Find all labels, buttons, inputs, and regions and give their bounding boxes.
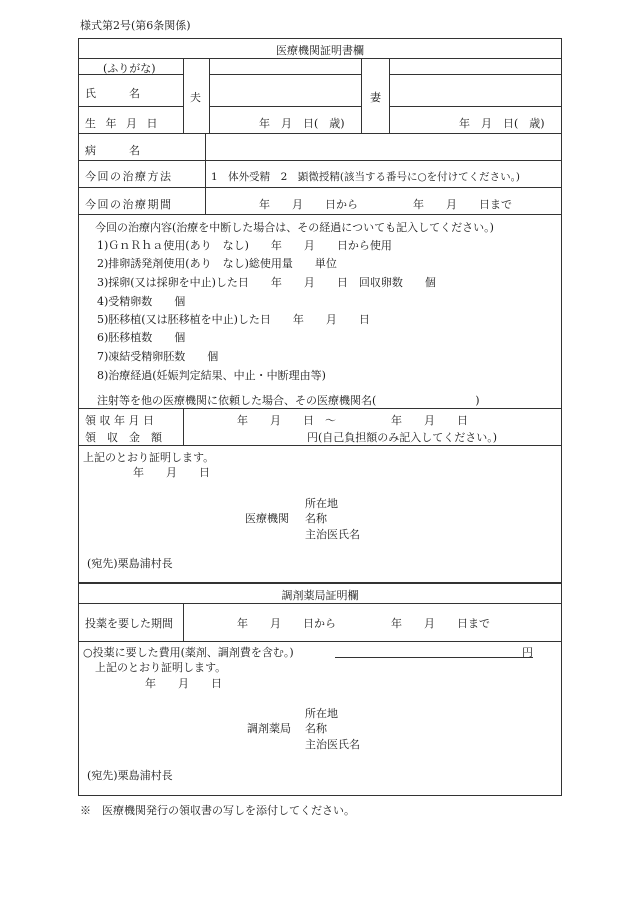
receipt-date-label: 領 収 年 月 日 [85,414,154,427]
institution-label: 医療機関 [245,512,289,525]
pharmacy-addressee: (宛先)栗島浦村長 [87,769,173,782]
medication-cost-label: ○投薬に要した費用(薬剤、調剤費を含む。) [83,646,294,659]
receipt-date-value: 年 月 日 ～ 年 月 日 [237,414,468,427]
treatment-content-heading: 今回の治療内容(治療を中断した場合は、その経過についても記入してください。) [95,221,494,234]
wife-birth-date: 年 月 日( 歳) [459,117,545,130]
husband-label: 夫 [190,91,201,104]
pharmacy-certify-text: 上記のとおり証明します。 [95,661,227,674]
medication-cost-amount [335,644,533,658]
name-label: 氏 名 [85,87,140,100]
medical-section-title: 医療機関証明書欄 [276,44,364,57]
pharmacy-address-label: 所在地 [305,707,338,720]
medical-certify-date: 年 月 日 [133,466,210,479]
footnote: ※ 医療機関発行の領収書の写しを添付してください。 [80,804,355,817]
medication-period-label: 投薬を要した期間 [85,617,173,630]
treatment-item: 7)凍結受精卵胚数 個 [97,350,219,363]
disease-label: 病 名 [85,144,140,157]
treatment-period-label: 今回の治療期間 [85,198,173,211]
form-number: 様式第2号(第6条関係) [80,19,191,32]
treatment-method-label: 今回の治療方法 [85,170,173,183]
medical-certificate-table [78,38,562,583]
pharmacy-name-label: 名称 [305,722,327,735]
treatment-item: 1)ＧｎＲｈａ使用(あり なし) 年 月 日から使用 [97,239,392,252]
injection-note: 注射等を他の医療機関に依頼した場合、その医療機関名( ) [97,394,480,407]
treatment-period-value: 年 月 日から 年 月 日まで [259,198,512,211]
treatment-item: 6)胚移植数 個 [97,331,186,344]
institution-name-label: 名称 [305,512,327,525]
medical-certify-text: 上記のとおり証明します。 [83,451,215,464]
furigana-label: (ふりがな) [103,62,156,75]
address-label: 所在地 [305,497,338,510]
treatment-item: 8)治療経過(妊娠判定結果、中止・中断理由等) [97,369,326,382]
medical-addressee: (宛先)栗島浦村長 [87,557,173,570]
husband-birth-date: 年 月 日( 歳) [259,117,345,130]
wife-label: 妻 [370,91,381,104]
pharmacy-certify-date: 年 月 日 [145,677,222,690]
receipt-amount-label: 領 収 金 額 [85,431,162,444]
treatment-item: 2)排卵誘発剤使用(あり なし)総使用量 単位 [97,257,337,270]
pharmacy-label: 調剤薬局 [247,722,291,735]
treatment-item: 4)受精卵数 個 [97,295,186,308]
pharmacy-section-title: 調剤薬局証明欄 [281,589,359,602]
birth-date-label: 生 年 月 日 [85,117,161,130]
treatment-item: 3)採卵(又は採卵を中止)した日 年 月 日 回収卵数 個 [97,276,436,289]
treatment-item: 5)胚移植(又は胚移植を中止)した日 年 月 日 [97,313,370,326]
doctor-name-label: 主治医氏名 [305,528,360,541]
medication-cost-unit: 円 [522,646,533,659]
pharmacy-certificate-table [78,583,562,796]
medication-period-value: 年 月 日から 年 月 日まで [237,617,490,630]
pharmacist-name-label: 主治医氏名 [305,738,360,751]
receipt-amount-value: 円(自己負担額のみ記入してください。) [307,431,498,444]
treatment-method-value: 1 体外受精 2 顕微授精(該当する番号に○を付けてください。) [211,171,520,183]
